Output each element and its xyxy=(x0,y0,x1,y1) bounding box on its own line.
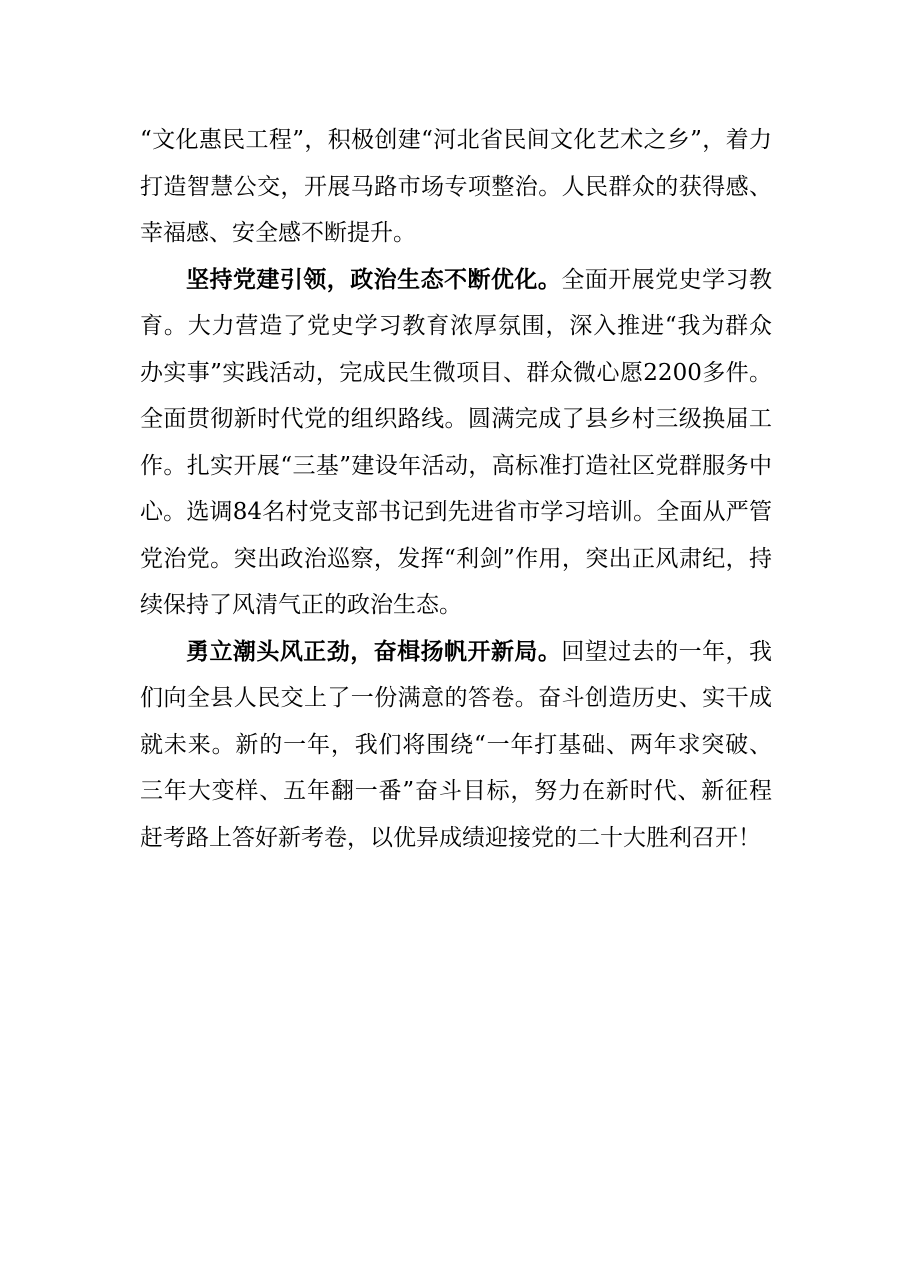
paragraph-body: “文化惠民工程”，积极创建“河北省民间文化艺术之乡”，着力打造智慧公交，开展马路市场专项整治。人民群众的获得感、幸福感、安全感不断提升。 xyxy=(140,127,772,246)
paragraph-lead-heading: 勇立潮头风正劲，奋楫扬帆开新局。 xyxy=(186,638,562,665)
paragraph-body: 回望过去的一年，我们向全县人民交上了一份满意的答卷。奋斗创造历史、实干成就未来。新的一年，我们将围绕“一年打基础、两年求突破、三年大变样、五年翻一番”奋斗目标，努力在新时代、新征程赶考路上答好新考卷，以优异成绩迎接党的二十大胜利召开！ xyxy=(140,638,773,851)
paragraph-party-building xyxy=(140,257,772,629)
paragraph-body: 全面开展党史学习教育。大力营造了党史学习教育浓厚氛围，深入推进“我为群众办实事”实践活动，完成民生微项目、群众微心愿2200多件。全面贯彻新时代党的组织路线。圆满完成了县乡村三级换届工作。扎实开展“三基”建设年活动，高标准打造社区党群服务中心。选调84名村党支部书记到先进省市学习培训。全面从严管党治党。突出政治巡察，发挥“利剑”作用，突出正风肃纪，持续保持了风清气正的政治生态。 xyxy=(140,266,773,618)
paragraph-lead-heading: 坚持党建引领，政治生态不断优化。 xyxy=(186,266,562,293)
paragraph-culture xyxy=(140,117,772,257)
document-page xyxy=(140,117,772,861)
paragraph-new-chapter xyxy=(140,629,772,862)
